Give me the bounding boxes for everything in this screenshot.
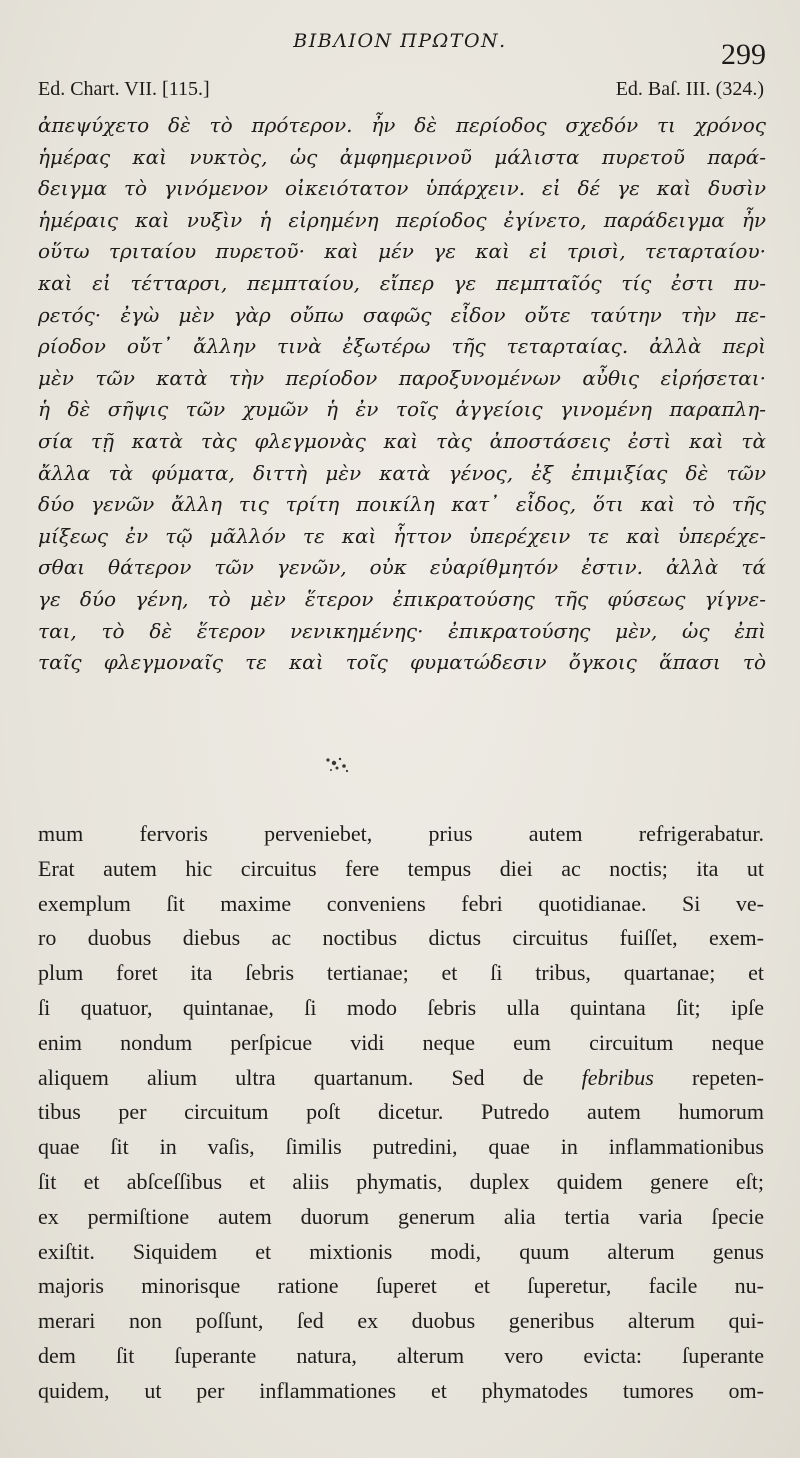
greek-line: ἡ δὲ σῆψις τῶν χυμῶν ἡ ἐν τοῖς ἀγγείοις γινομένη παραπλη- [38, 397, 766, 422]
running-title: ΒΙΒΛΙΟΝ ΠΡΩΤΟΝ. [293, 30, 507, 52]
latin-line-with-italic [38, 1061, 764, 1096]
greek-line: ρίοδον οὔτ᾽ ἄλλην τινὰ ἐξωτέρω τῆς τεταρταίας. ἀλλὰ περὶ [38, 334, 766, 359]
latin-line: ex permiſtione autem duorum generum alia tertia varia ſpecie [38, 1203, 764, 1229]
greek-line: ρετός· ἐγὼ μὲν γὰρ οὔπω σαφῶς εἶδον οὔτε ταύτην τὴν πε- [38, 302, 766, 327]
latin-line: enim nondum perſpicue vidi neque eum circuitum neque [38, 1029, 764, 1055]
greek-line: ἀπεψύχετο δὲ τὸ πρότερον. ἦν δὲ περίοδος σχεδόν τι χρόνος [38, 113, 766, 137]
greek-line: γε δύο γένη, τὸ μὲν ἕτερον ἐπικρατούσης τῆς φύσεως γίγνε- [38, 586, 766, 611]
latin-text-block [38, 817, 764, 1409]
greek-line: καὶ εἰ τέτταρσι, πεμπταίου, εἴπερ γε πεμπταῖός τίς ἐστι πυ- [38, 270, 766, 295]
greek-line: ἡμέρας καὶ νυκτὸς, ὡς ἀμφημερινοῦ μάλιστα πυρετοῦ παρά- [38, 144, 766, 169]
latin-line: majoris minorisque ratione ſuperet et ſuperetur, facile nu- [38, 1273, 764, 1299]
latin-line: ſit et abſceſſibus et aliis phymatis, duplex quidem genere eſt; [38, 1168, 764, 1194]
latin-line-segment: aliquem alium ultra quartanum. Sed de [38, 1064, 544, 1090]
greek-line: σία τῇ κατὰ τὰς φλεγμονὰς καὶ τὰς ἀποστάσεις ἐστὶ καὶ τὰ [38, 428, 766, 453]
greek-line: ἄλλα τὰ φύματα, διττὴ μὲν κατὰ γένος, ἐξ ἐπιμιξίας δὲ τῶν [38, 460, 766, 485]
ink-smudge-ornament [318, 750, 358, 780]
edition-chart-reference: Ed. Chart. VII. [115.] [38, 78, 210, 100]
latin-line: mum fervoris perveniebet, prius autem refrigerabatur. [38, 821, 764, 846]
latin-line: dem ſit ſuperante natura, alterum vero evicta: ſuperante [38, 1342, 764, 1368]
greek-line: ται, τὸ δὲ ἕτερον νενικημένης· ἐπικρατούσης μὲν, ὡς ἐπὶ [38, 618, 766, 643]
greek-line: σθαι θάτερον τῶν γενῶν, οὐκ εὐαρίθμητόν ἐστιν. ἀλλὰ τά [38, 555, 766, 580]
latin-line: exemplum ſit maxime conveniens febri quotidianae. Si ve- [38, 890, 764, 916]
italic-term-febribus: febribus [581, 1064, 654, 1090]
latin-line-segment: repeten- [691, 1064, 764, 1090]
latin-line: ſi quatuor, quintanae, ſi modo ſebris ulla quintana ſit; ipſe [38, 994, 764, 1020]
greek-line: μίξεως ἐν τῷ μᾶλλόν τε καὶ ἧττον ὑπερέχειν τε καὶ ὑπερέχε- [38, 523, 766, 548]
latin-line: ro duobus diebus ac noctibus dictus circuitus fuiſſet, exem- [38, 925, 764, 951]
greek-line: μὲν τῶν κατὰ τὴν περίοδον παροξυνομένων αὖθις εἰρήσεται· [38, 365, 766, 390]
greek-text-block [38, 110, 766, 679]
page-number: 299 [721, 38, 766, 71]
greek-line: δειγμα τὸ γινόμενον οἰκειότατον ὑπάρχειν. εἰ δέ γε καὶ δυσὶν [38, 176, 766, 201]
edition-basel-reference: Ed. Baſ. III. (324.) [615, 78, 764, 100]
latin-line: quidem, ut per inflammationes et phymatodes tumores om- [38, 1377, 764, 1403]
greek-line: ἡμέραις καὶ νυξὶν ἡ εἰρημένη περίοδος ἐγίνετο, παράδειγμα ἦν [38, 207, 766, 232]
latin-line: merari non poſſunt, ſed ex duobus generibus alterum qui- [38, 1308, 764, 1334]
greek-line: δύο γενῶν ἄλλη τις τρίτη ποικίλη κατ᾽ εἶδος, ὅτι καὶ τὸ τῆς [38, 492, 766, 517]
greek-line: οὕτω τριταίου πυρετοῦ· καὶ μέν γε καὶ εἰ τρισὶ, τεταρταίου· [38, 239, 766, 264]
greek-line: ταῖς φλεγμοναῖς τε καὶ τοῖς φυματώδεσιν ὄγκοις ἅπασι τὸ [38, 650, 766, 675]
latin-line: exiſtit. Siquidem et mixtionis modi, quum alterum genus [38, 1238, 764, 1264]
latin-line: Erat autem hic circuitus fere tempus diei ac noctis; ita ut [38, 855, 764, 881]
latin-line: tibus per circuitum poſt dicetur. Putredo autem humorum [38, 1099, 764, 1125]
latin-line: quae ſit in vaſis, ſimilis putredini, quae in inflammationibus [38, 1134, 764, 1160]
latin-line: plum foret ita ſebris tertianae; et ſi tribus, quartanae; et [38, 960, 764, 986]
